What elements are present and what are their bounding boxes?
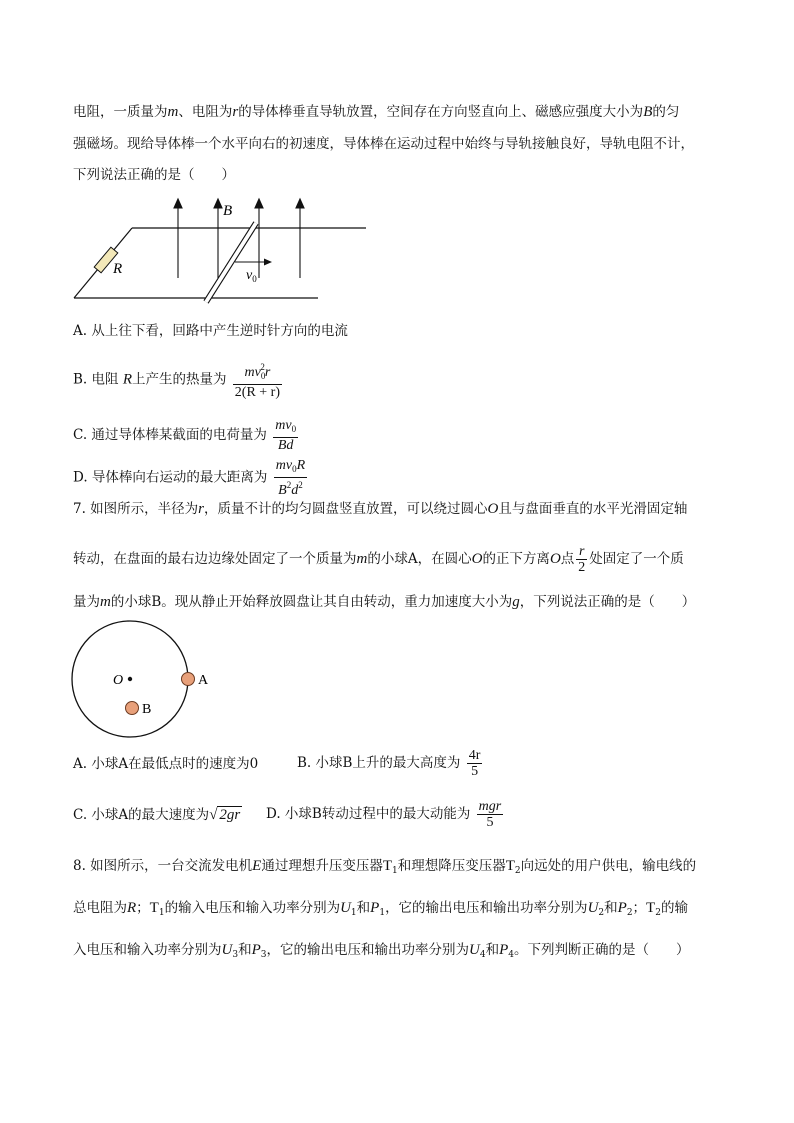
stem-text: 7. 如图所示，半径为	[73, 501, 199, 517]
fraction-charge	[273, 418, 298, 453]
stem-text: 的导体棒垂直导轨放置，空间存在方向竖直向上、磁感应强度大小为	[238, 104, 644, 120]
stem-text: 的正下方离	[482, 551, 550, 567]
q6-option-D	[73, 458, 309, 498]
q7-option-B	[297, 748, 484, 779]
stem-text: 和	[238, 942, 252, 958]
stem-text: ，它的输出电压和输出功率分别为	[385, 900, 588, 916]
fraction-heat	[233, 360, 282, 400]
var-P4: P	[499, 942, 509, 958]
fraction-denominator: 5	[486, 815, 494, 830]
stem-text: 、电阻为	[178, 104, 233, 120]
q6-option-B	[73, 360, 284, 400]
stem-text: 。下列判断正确的是（ ）	[513, 942, 690, 958]
option-text: 上产生的热量为	[131, 371, 227, 388]
subscript: 3	[260, 950, 267, 960]
sqrt-2gr: √ 2gr	[209, 807, 241, 823]
subscript: 3	[232, 950, 239, 960]
stem-text: 的输入电压和输入功率分别为	[164, 900, 341, 916]
subscript: 2	[598, 908, 605, 918]
stem-text: ，质量不计的均匀圆盘竖直放置，可以绕过圆心	[204, 501, 488, 517]
var-O: O	[471, 551, 483, 567]
subscript: 2	[626, 908, 633, 918]
q7-stem-line-1	[73, 500, 687, 518]
subscript: 1	[350, 908, 357, 918]
ball-B-label: B	[142, 702, 152, 717]
stem-text: 向远处的用户供电，输电线的	[520, 858, 697, 874]
var-P2: P	[617, 900, 627, 916]
subscript: 2	[655, 908, 661, 918]
stem-text: 和	[485, 942, 500, 958]
stem-text: 的小球A，在圆心	[367, 551, 472, 567]
var-r: r	[198, 501, 205, 517]
option-text: B. 小球B上升的最大高度为	[297, 755, 461, 771]
stem-text: 入电压和输入功率分别为	[73, 942, 222, 958]
q6-stem-line-1	[73, 103, 679, 121]
var-m: m	[356, 551, 368, 567]
center-dot	[128, 677, 132, 681]
option-text: D. 导体棒向右运动的最大距离为	[73, 469, 268, 486]
subscript: 1	[392, 866, 398, 876]
stem-text: 电阻，一质量为	[73, 104, 168, 120]
stem-text: 和	[604, 900, 618, 916]
stem-text: ；	[632, 900, 647, 916]
subscript: 2	[514, 866, 521, 876]
stem-text: 处固定了一个质	[589, 551, 684, 567]
q8-stem-line-1	[73, 857, 696, 880]
var-O: O	[487, 501, 499, 517]
var-R: R	[127, 900, 137, 916]
var-r: r	[232, 104, 239, 120]
q7-stem-line-3	[73, 593, 695, 611]
fraction-numerator: 4r	[468, 748, 481, 763]
var-U2: U	[587, 900, 599, 916]
fraction-mgr-over-5	[477, 799, 504, 830]
q6-stem-line-2: 强磁场。现给导体棒一个水平向右的初速度，导体棒在运动过程中始终与导轨接触良好，导轨电阻不计，	[73, 136, 694, 152]
option-text: D. 小球B转动过程中的最大动能为	[266, 806, 471, 822]
var-U1: U	[340, 900, 351, 916]
var-m: m	[100, 594, 111, 610]
fraction-numerator: mgr	[478, 799, 502, 814]
stem-text: 点	[560, 551, 575, 567]
stem-text: ，下列说法正确的是（ ）	[519, 594, 696, 610]
stem-text: 总电阻为	[73, 900, 127, 916]
var-B: B	[643, 104, 653, 120]
fraction-r-over-2: $\frac{r}{2}$	[578, 544, 586, 575]
field-arrows	[174, 199, 304, 278]
stem-text: 的匀	[652, 104, 680, 120]
option-text: B. 电阻	[73, 371, 119, 388]
stem-text: 的输	[660, 900, 688, 916]
fraction-denominator: 5	[471, 764, 479, 779]
var-O: O	[549, 551, 561, 567]
fraction-numerator: $mv_0^2r$	[233, 360, 282, 385]
stem-text: ；	[136, 900, 150, 916]
resistor-label: R	[113, 261, 123, 277]
q7-option-C	[73, 806, 242, 824]
q7-stem-line-2	[73, 544, 684, 575]
option-text: C. 小球A的最大速度为	[73, 807, 210, 823]
var-m: m	[167, 104, 179, 120]
var-R: R	[122, 371, 132, 388]
ball-A-label: A	[198, 673, 209, 688]
var-T1: T	[149, 900, 159, 916]
var-P1: P	[370, 900, 380, 916]
fraction-denominator: $B^2d^2$	[278, 480, 303, 498]
stem-text: 转动，在盘面的最右边边缘处固定了一个质量为	[73, 551, 357, 567]
var-U4: U	[468, 942, 480, 958]
var-P3: P	[251, 942, 261, 958]
q6-stem-line-3: 下列说法正确的是（ ）	[73, 167, 235, 183]
fraction-numerator: $mv_0R$	[274, 458, 307, 478]
subscript: 1	[379, 908, 386, 918]
stem-text: 和	[356, 900, 371, 916]
q8-stem-line-3	[73, 941, 689, 964]
ball-B	[126, 702, 139, 715]
fraction-denominator: 2(R + r)	[234, 385, 281, 400]
fraction-distance	[274, 458, 307, 498]
ball-A	[182, 673, 195, 686]
q8-stem-line-2	[73, 899, 688, 922]
var-T2: T	[646, 900, 656, 916]
velocity-arrow	[235, 259, 272, 266]
stem-text: 8. 如图所示，一台交流发电机	[73, 858, 253, 874]
field-label-B: B	[223, 203, 233, 219]
center-label-O: O	[113, 673, 124, 688]
q6-option-A: A. 从上往下看，回路中产生逆时针方向的电流	[73, 323, 348, 339]
subscript: 1	[158, 908, 165, 918]
option-text: C. 通过导体棒某截面的电荷量为	[73, 427, 267, 443]
var-g: g	[512, 594, 520, 610]
stem-text: 的小球B。现从静止开始释放圆盘让其自由转动，重力加速度大小为	[110, 594, 513, 610]
fraction-numerator: $mv_0$	[273, 418, 298, 438]
fraction-4r-over-5	[467, 748, 483, 779]
velocity-label: $v_0$	[246, 268, 257, 284]
stem-text: 且与盘面垂直的水平光滑固定轴	[498, 501, 688, 517]
stem-text: ，它的输出电压和输出功率分别为	[266, 942, 469, 958]
stem-text: 量为	[73, 594, 100, 610]
subscript: 4	[479, 950, 486, 960]
fraction-denominator: Bd	[277, 438, 294, 453]
var-U3: U	[221, 942, 233, 958]
stem-text: 通过理想升压变压器	[261, 858, 383, 874]
q6-option-C	[73, 418, 300, 453]
subscript: 4	[508, 950, 514, 960]
q7-option-A: A. 小球A在最低点时的速度为0	[73, 756, 259, 772]
var-T1: T	[382, 858, 393, 874]
q6-rail-figure	[60, 190, 380, 310]
var-T2: T	[505, 858, 515, 874]
var-E: E	[252, 858, 262, 874]
stem-text: 和理想降压变压器	[397, 858, 506, 874]
q7-disk-figure	[60, 615, 240, 745]
q7-option-D	[266, 799, 505, 830]
